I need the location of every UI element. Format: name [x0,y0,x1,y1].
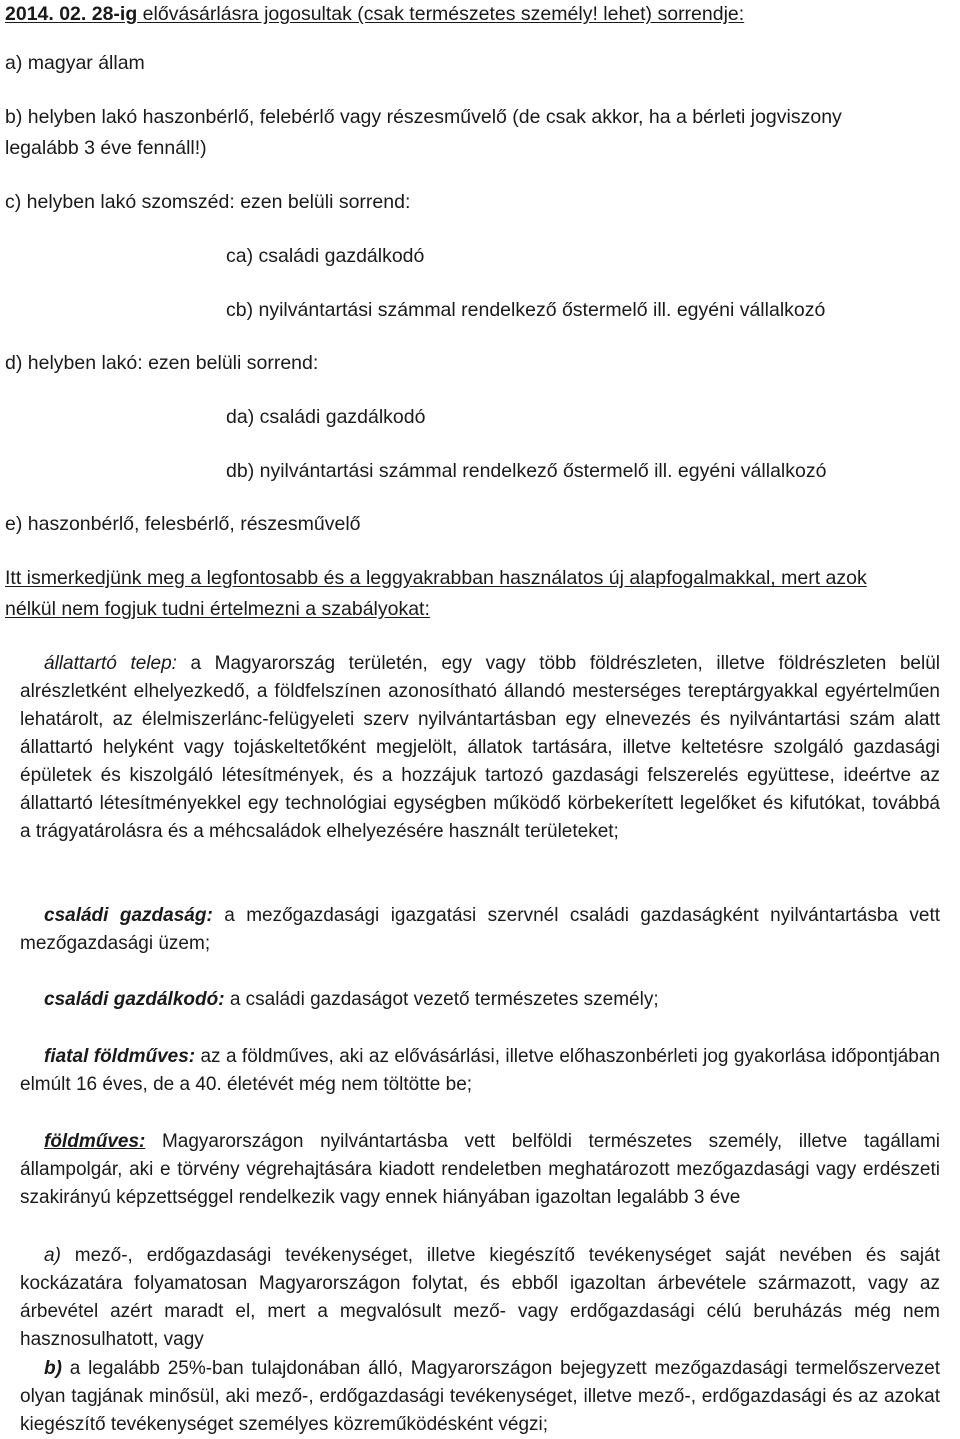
definition-fiatal-foldmuves [20,1043,940,1099]
point-label: a) [44,1245,61,1266]
definition-text: a mezőgazdasági igazgatási szervnél családi gazdaságként nyilvántartásba vett mezőgazdasági üzem; [20,905,941,954]
definition-text: a családi gazdaságot vezető természetes személy; [224,989,659,1010]
order-item-b-line2: legalább 3 éve fennáll!) [5,137,207,159]
heading-date: 2014. 02. 28-ig [5,3,138,25]
definition-allattarto-telep [20,650,940,846]
order-item-b-line1: b) helyben lakó haszonbérlő, felebérlő vagy részesművelő (de csak akkor, ha a bérleti jogviszony [5,106,842,128]
heading-text: elővásárlásra jogosultak (csak természetes személy! lehet) sorrendje: [137,3,745,25]
definition-text: Magyarországon nyilvántartásba vett belföldi természetes személy, illetve tagállami állampolgár, aki e törvény végrehajtására kiadott rendeletben meghatározott mezőgazdasági vagy erdészeti szakirányú képzettséggel rendelkezik vagy ennek hiányában igazoltan legalább 3 éve [20,1131,940,1208]
definition-term: fiatal földműves: [44,1046,196,1067]
intro-line1-text: Itt ismerkedjünk meg a legfontosabb és a leggyakrabban használatos új alapfogalmakkal, mert azok [5,567,867,589]
definition-foldmuves [20,1128,940,1212]
order-item-a: a) magyar állam [5,52,145,74]
definition-csaladi-gazdasag [20,902,940,958]
point-label: b) [44,1358,62,1379]
order-item-da: da) családi gazdálkodó [226,406,426,428]
definition-text: a Magyarország területén, egy vagy több földrészleten, illetve földrészleten belül alrészletként elhelyezkedő, a földfelszínen azonosítható állandó mesterséges tereptárgyakkal egyértelműen lehatárolt, az élelmiszerlánc-felügyeleti szerv nyilvántartásban egy elnevezés és nyilvántartási szám alatt állattartó helyként vagy tojáskeltetőként megjelölt, állatok tartására, illetve keltetésre szolgáló gazdasági épületek és kiszolgáló létesítmények, és a hozzájuk tartozó gazdasági felszerelés együttese, ideértve az állattartó létesítményekkel egy technológiai egységben működő körbekerített legelőket és kifutókat, továbbá a trágyatárolásra és a méhcsaládok elhelyezésére használt területeket; [20,653,940,842]
definition-foldmuves-point-a [20,1242,940,1354]
definition-text: az a földműves, aki az elővásárlási, illetve előhaszonbérleti jog gyakorlása időpontjában elmúlt 16 éves, de a 40. életévét még nem töltötte be; [20,1046,940,1095]
definition-csaladi-gazdalkodo [20,986,940,1014]
intro-line2 [5,597,430,621]
order-item-ca: ca) családi gazdálkodó [226,245,425,267]
definition-term: földműves: [44,1131,146,1152]
definition-term: családi gazdálkodó: [44,989,225,1010]
point-text: mező-, erdőgazdasági tevékenységet, illetve kiegészítő tevékenységet saját nevében és saját kockázatára folyamatosan Magyarországon folytat, és ebből igazoltan árbevétele származott, vagy az árbevétel azért maradt el, mert a megvalósult mező- vagy erdőgazdasági célú beruházás még nem hasznosulhatott, vagy [20,1245,940,1350]
definition-foldmuves-point-b [20,1355,940,1439]
order-item-d: d) helyben lakó: ezen belüli sorrend: [5,352,319,374]
heading-line [5,2,744,26]
order-item-e: e) haszonbérlő, felesbérlő, részesművelő [5,513,361,535]
definition-term: családi gazdaság: [44,905,213,926]
intro-line2-text: nélkül nem fogjuk tudni értelmezni a szabályokat: [5,598,430,620]
order-item-cb: cb) nyilvántartási számmal rendelkező őstermelő ill. egyéni vállalkozó [226,299,826,321]
intro-line1 [5,566,867,590]
order-item-db: db) nyilvántartási számmal rendelkező őstermelő ill. egyéni vállalkozó [226,460,827,482]
definition-term: állattartó telep: [44,653,177,674]
point-text: a legalább 25%-ban tulajdonában álló, Magyarországon bejegyzett mezőgazdasági termelőszervezet olyan tagjának minősül, aki mező-, erdőgazdasági tevékenységet, illetve mező-, erdőgazdasági és az azokat kiegészítő tevékenységet személyes közreműködésként végzi; [20,1358,940,1435]
order-item-c: c) helyben lakó szomszéd: ezen belüli sorrend: [5,191,411,213]
